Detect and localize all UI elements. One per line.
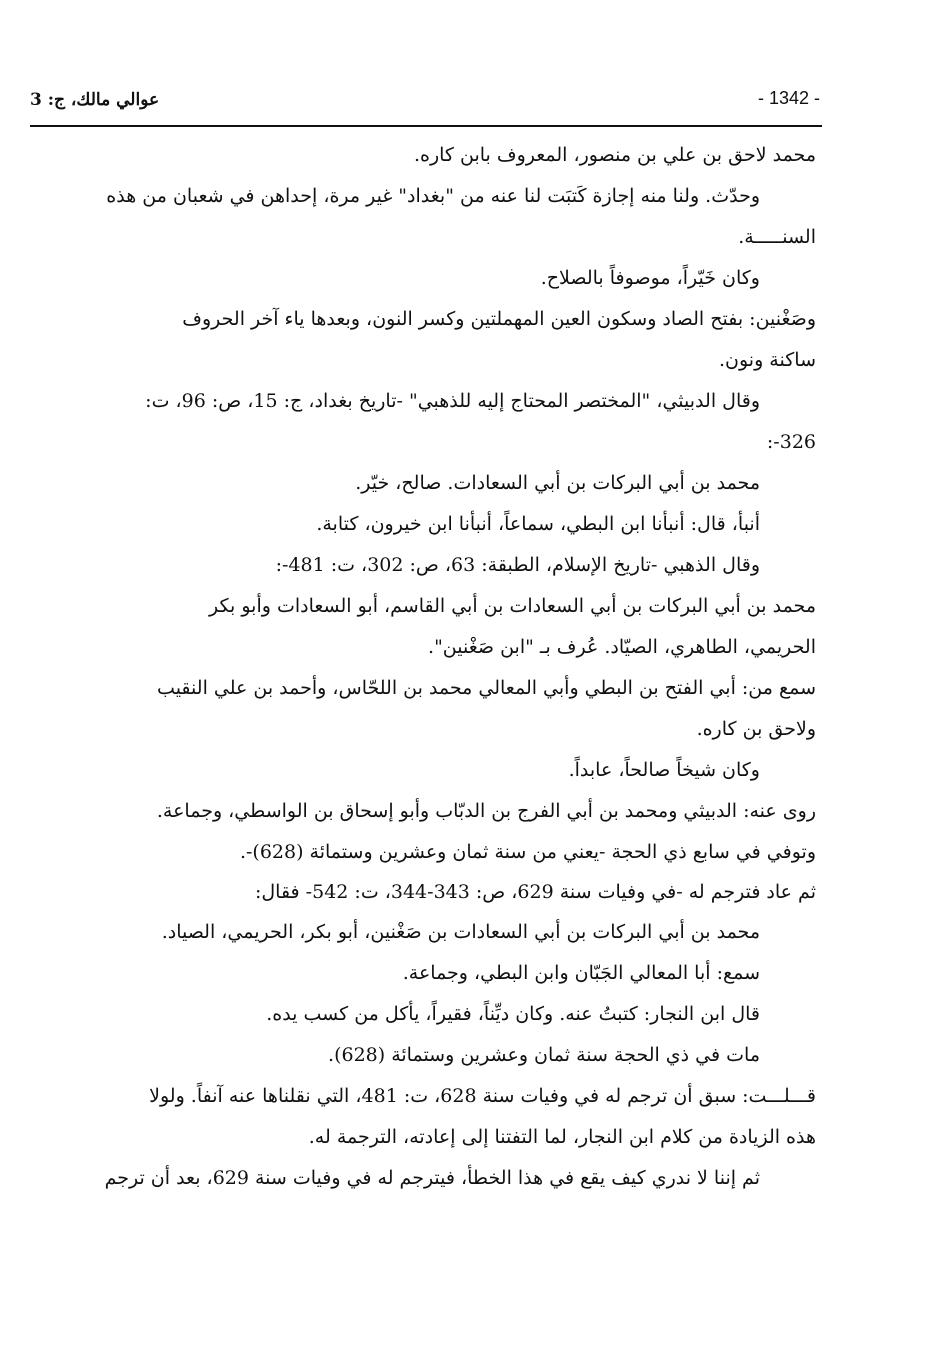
text-line: هذه الزيادة من كلام ابن النجار، لما التفتنا إلى إعادته، الترجمة له.	[308, 1126, 816, 1148]
text-line: مات في ذي الحجة سنة ثمان وعشرين وستمائة (628).	[328, 1044, 760, 1066]
text-line: وصَغْنين: بفتح الصاد وسكون العين المهملتين وكسر النون، وبعدها ياء آخر الحروف	[182, 308, 816, 330]
text-line: السنـــــة.	[738, 226, 816, 248]
text-line: وكان خَيّراً، موصوفاً بالصلاح.	[540, 267, 760, 289]
text-line: وقال الذهبي -تاريخ الإسلام، الطبقة: 63، ص: 302، ت: 481-:	[275, 554, 760, 576]
text-line: وكان شيخاً صالحاً، عابداً.	[568, 759, 760, 781]
text-line: وقال الدبيثي، "المختصر المحتاج إليه للذهبي" -تاريخ بغداد، ج: 15، ص: 96، ت:	[145, 390, 760, 412]
text-line: محمد بن أبي البركات بن أبي السعادات بن أبي القاسم، أبو السعادات وأبو بكر	[209, 595, 816, 617]
page-header	[30, 86, 820, 118]
text-line: الحريمي، الطاهري، الصيّاد. عُرف بـ "ابن صَغْنين".	[428, 636, 816, 658]
text-line: محمد بن أبي البركات بن أبي السعادات بن صَغْنين، أبو بكر، الحريمي، الصياد.	[161, 921, 760, 943]
text-line: قـــلـــت: سبق أن ترجم له في وفيات سنة 628، ت: 481، التي نقلناها عنه آنفاً. ولولا	[149, 1085, 816, 1107]
text-line: محمد لاحق بن علي بن منصور، المعروف بابن كاره.	[413, 144, 816, 166]
header-rule	[30, 125, 822, 127]
text-line: وتوفي في سابع ذي الحجة -يعني من سنة ثمان وعشرين وستمائة (628)-.	[239, 841, 816, 863]
text-line: ثم إننا لا ندري كيف يقع في هذا الخطأ، فيترجم له في وفيات سنة 629، بعد أن ترجم	[104, 1167, 760, 1189]
text-line: قال ابن النجار: كتبتُ عنه. وكان ديِّناً، فقيراً، يأكل من كسب يده.	[266, 1003, 760, 1025]
text-line: أنبأ، قال: أنبأنا ابن البطي، سماعاً، أنبأنا ابن خيرون، كتابة.	[316, 513, 760, 535]
text-line: ولاحق بن كاره.	[696, 718, 816, 740]
text-line: وحدّث. ولنا منه إجازة كَتبَت لنا عنه من "بغداد" غير مرة، إحداهن في شعبان من هذه	[106, 185, 760, 207]
text-line: ساكنة ونون.	[719, 349, 816, 371]
text-line: سمع: أبا المعالي الجَبّان وابن البطي، وجماعة.	[402, 962, 760, 984]
running-title: عوالي مالك، ج: 3	[30, 90, 160, 110]
page-body	[54, 135, 816, 1199]
page-number: - 1342 -	[757, 88, 820, 108]
text-line: سمع من: أبي الفتح بن البطي وأبي المعالي محمد بن اللحّاس، وأحمد بن علي النقيب	[157, 677, 816, 699]
text-line: محمد بن أبي البركات بن أبي السعادات. صالح، خيّر.	[355, 472, 760, 494]
text-line: روى عنه: الدبيثي ومحمد بن أبي الفرج بن الدبّاب وأبو إسحاق بن الواسطي، وجماعة.	[156, 800, 816, 822]
text-line: ثم عاد فترجم له -في وفيات سنة 629، ص: 343-344، ت: 542- فقال:	[254, 881, 816, 903]
text-line: 326-:	[766, 431, 816, 453]
